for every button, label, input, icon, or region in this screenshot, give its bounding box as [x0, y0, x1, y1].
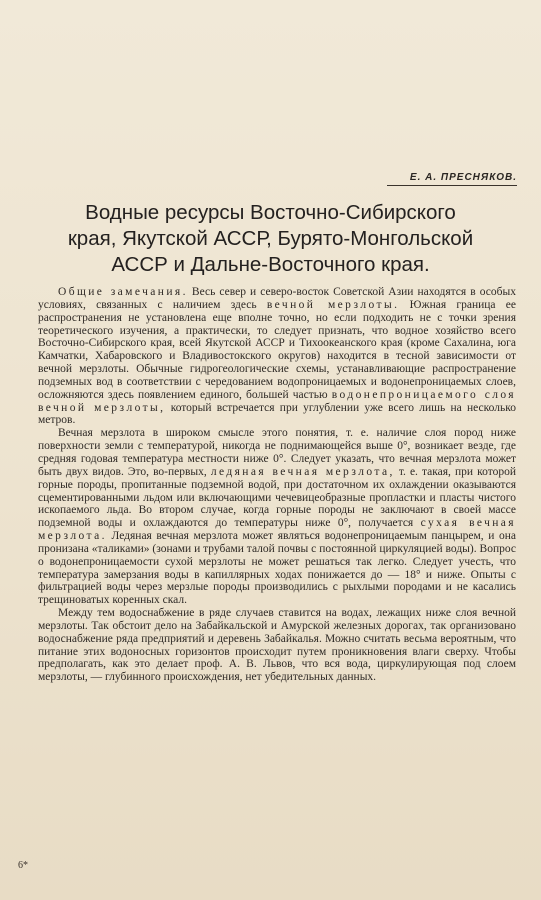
- p1-spaced-1: вечной мерзлоты.: [266, 298, 400, 311]
- author-name: Е. А. ПРЕСНЯКОВ.: [409, 172, 517, 183]
- p1-spaced-2: водонепроницаемого слоя вечной мерзлоты,: [38, 388, 516, 414]
- p2-text-1: Вечная мерзлота в широком смысле этого понятия, т. е. наличие слоя пород ниже поверхности земли с температурой, никогда не поднимающейся выше 0°, возникает везде, где средняя годовая температура местности ниже 0°. Следует указать, что вечная мерзлота может быть двух видов. Это, во-первых,: [38, 427, 516, 478]
- title-line-1: Водные ресурсы Восточно-Сибирского: [85, 201, 456, 224]
- p2-spaced-1: ледяная вечная мерзлота,: [210, 465, 395, 478]
- p2-text-2: т. е. такая, при которой горные породы, пропитанные подземной водой, при достаточном их охлаждении оказываются сцементированными льдом или включающими чечевицеобразные пропластки и пласты чистого ископаемого льда. Во втором случае, когда горные породы не заключают в своей массе подземной воды и охлаждаются до температуры ниже 0°, получается: [38, 465, 516, 530]
- article-body: [38, 286, 516, 684]
- p1-text-1: Весь север и северо-восток Советской Азии находятся в особых условиях, связанных с наличием здесь: [38, 286, 516, 311]
- paragraph-2: [38, 427, 516, 607]
- p2-text-3: Ледяная вечная мерзлота может являться водонепроницаемым панцырем, и она пронизана «таликами» (зонами и трубами талой почвы с постоянной циркуляцией воды). Вопрос о водонепроницаемости сухой мерзлоты не может решаться так легко. Следует учесть, что температура замерзания воды в капиллярных ходах понижается до — 18° и ниже. Опыты с фильтрацией воды через мерзлые породы производились с рыхлыми породами и не касались трещиноватых коренных скал.: [38, 530, 516, 607]
- paragraph-1: [38, 286, 516, 427]
- page-number: 6*: [18, 860, 28, 871]
- p2-spaced-2: сухая вечная мерзлота.: [38, 517, 516, 543]
- author-underline: [387, 185, 517, 186]
- p1-text-2: Южная граница ее распространения не установлена еще вполне точно, но если подходить не с точки зрения теоретического изучения, а практически, то следует признать, что водное хозяйство всего Восточно-Сибирского края, всей Якутской АССР и Тихоокеанского края (кроме Сахалина, юга Камчатки, Хабаровского и Владивостокского округов) находится в тесной зависимости от вечной мерзлоты. Обычные гидрогеологические схемы, устанавливающие распространение подземных вод в соответствии с чередованием водопроницаемых и водонепроницаемых слоев, осложняются здесь появлением единого, большей частью: [38, 298, 516, 401]
- title-line-2: края, Якутской АССР, Бурято-Монгольской: [67, 227, 474, 250]
- p1-text-3: который встречается при углублении уже всего лишь на несколько метров.: [38, 401, 517, 427]
- section-lead: Общие замечания.: [58, 286, 188, 298]
- title-line-3: АССР и Дальне-Восточного края.: [111, 253, 430, 276]
- author-block: [387, 172, 517, 186]
- p3-text-1: Между тем водоснабжение в ряде случаев ставится на водах, лежащих ниже слоя вечной мерзлоты. Так обстоит дело на Забайкальской и Амурской железных дорогах, так организовано водоснабжение ряда предприятий и деревень Забайкалья. Можно считать весьма вероятным, что питание этих водоносных горизонтов происходит путем проникновения влаги сверху. Чтобы предполагать, как это делает проф. А. В. Львов, что вся вода, циркулирующая под слоем мерзлоты, — глубинного происхождения, нет убедительных данных.: [38, 607, 516, 684]
- paragraph-3: [38, 607, 516, 684]
- article-title: [22, 200, 519, 278]
